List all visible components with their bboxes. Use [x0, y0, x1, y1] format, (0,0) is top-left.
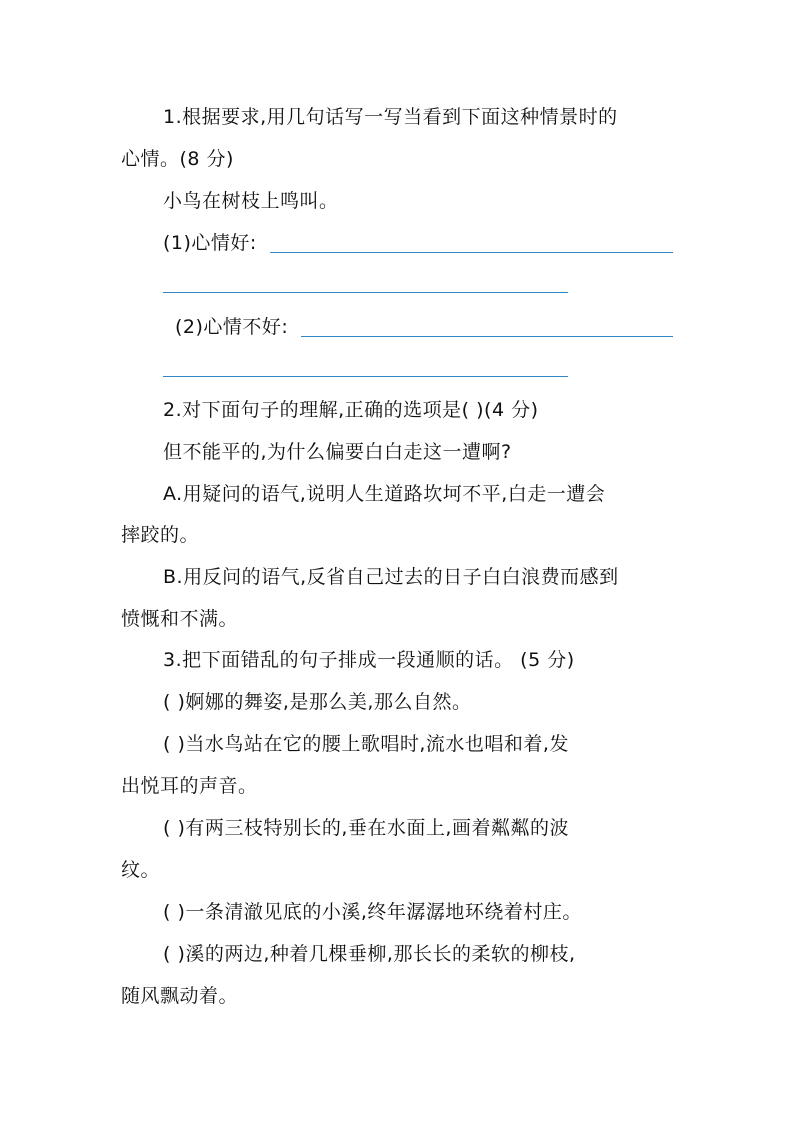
q3-sentence-5-line1: ( )溪的两边,种着几棵垂柳,那长长的柔软的柳枝, [163, 943, 576, 965]
q3-sentence-4: ( )一条清澈见底的小溪,终年潺潺地环绕着村庄。 [163, 901, 582, 923]
q1-good-label: (1)心情好: [163, 232, 257, 254]
q3-sentence-1: ( )婀娜的舞姿,是那么美,那么自然。 [163, 691, 472, 713]
q1-prompt-line1: 1.根据要求,用几句话写一写当看到下面这种情景时的 [163, 106, 618, 128]
q3-sentence-3-line1: ( )有两三枝特别长的,垂在水面上,画着粼粼的波 [163, 817, 569, 839]
q1-good-answer-line-1[interactable] [270, 252, 673, 253]
q3-sentence-2-line2: 出悦耳的声音。 [121, 775, 258, 797]
q1-bad-label: (2)心情不好: [175, 316, 289, 338]
q2-prompt: 2.对下面句子的理解,正确的选项是( )(4 分) [163, 399, 539, 421]
q2-option-b-line1: B.用反问的语气,反省自己过去的日子白白浪费而感到 [163, 566, 619, 588]
q1-scene: 小鸟在树枝上鸣叫。 [163, 190, 339, 212]
q3-sentence-3-line2: 纹。 [121, 859, 161, 881]
q1-bad-answer-line-1[interactable] [301, 336, 673, 337]
q2-option-b-line2: 愤慨和不满。 [121, 608, 239, 630]
q2-option-a-line1: A.用疑问的语气,说明人生道路坎坷不平,白走一遭会 [163, 483, 606, 505]
q3-sentence-2-line1: ( )当水鸟站在它的腰上歌唱时,流水也唱和着,发 [163, 733, 569, 755]
q1-good-answer-line-2[interactable] [163, 292, 568, 293]
q2-quote: 但不能平的,为什么偏要白白走这一遭啊? [163, 441, 512, 463]
q1-prompt-line2: 心情。(8 分) [121, 148, 234, 170]
q3-prompt: 3.把下面错乱的句子排成一段通顺的话。 (5 分) [163, 649, 575, 671]
q3-sentence-5-line2: 随风飘动着。 [121, 985, 239, 1007]
q1-bad-answer-line-2[interactable] [163, 376, 568, 377]
q2-option-a-line2: 摔跤的。 [121, 524, 200, 546]
